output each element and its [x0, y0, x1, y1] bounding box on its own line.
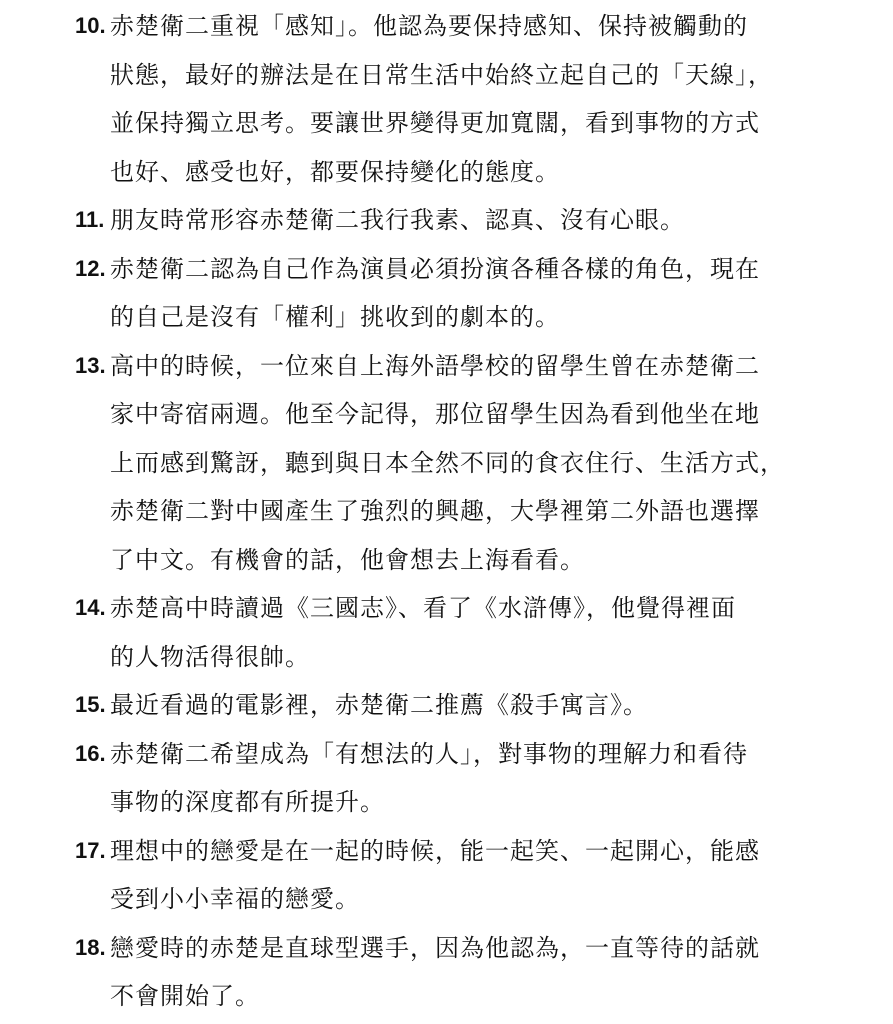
item-text-line: 戀愛時的赤楚是直球型選手，因為他認為，一直等待的話就 — [110, 933, 760, 962]
item-text-line: 狀態，最好的辦法是在日常生活中始終立起自己的「天線」， — [110, 60, 773, 89]
list-item — [75, 342, 875, 585]
list-item — [75, 584, 875, 681]
document-body — [75, 0, 875, 1021]
item-text-line: 赤楚衛二希望成為「有想法的人」，對事物的理解力和看待 — [110, 739, 748, 768]
list-item — [75, 924, 875, 1021]
item-number: 12. — [75, 255, 106, 281]
item-number: 15. — [75, 692, 106, 717]
item-number: 13. — [75, 352, 106, 378]
item-text-line: 的自己是沒有「權利」挑收到的劇本的。 — [110, 303, 560, 331]
item-number: 16. — [75, 740, 106, 766]
list-item — [75, 196, 875, 245]
item-text-line: 並保持獨立思考。要讓世界變得更加寬闊，看到事物的方式 — [110, 109, 760, 137]
item-number: 17. — [75, 837, 106, 863]
item-text-line: 了中文。有機會的話，他會想去上海看看。 — [110, 545, 585, 574]
item-number: 14. — [75, 595, 106, 620]
list-item — [75, 681, 875, 730]
item-text-line: 赤楚衛二認為自己作為演員必須扮演各種各樣的角色，現在 — [110, 254, 760, 283]
item-text-line: 也好、感受也好，都要保持變化的態度。 — [110, 157, 560, 186]
item-text-line: 家中寄宿兩週。他至今記得，那位留學生因為看到他坐在地 — [110, 400, 760, 428]
item-number: 11. — [75, 207, 105, 232]
list-item — [75, 2, 875, 196]
item-text-line: 的人物活得很帥。 — [110, 642, 310, 671]
item-text-line: 受到小小幸福的戀愛。 — [110, 885, 360, 913]
item-number: 10. — [75, 13, 106, 38]
item-text-line: 理想中的戀愛是在一起的時候，能一起笑、一起開心，能感 — [110, 836, 760, 865]
item-text-line: 最近看過的電影裡，赤楚衛二推薦《殺手寓言》。 — [110, 691, 648, 719]
list-item — [75, 730, 875, 827]
item-text-line: 上而感到驚訝，聽到與日本全然不同的食衣住行、生活方式， — [110, 448, 785, 477]
item-text-line: 朋友時常形容赤楚衛二我行我素、認真、沒有心眼。 — [110, 206, 685, 234]
list-item — [75, 245, 875, 342]
list-item — [75, 827, 875, 924]
item-text-line: 赤楚衛二重視「感知」。他認為要保持感知、保持被觸動的 — [110, 12, 748, 40]
item-text-line: 高中的時候，一位來自上海外語學校的留學生曾在赤楚衛二 — [110, 351, 760, 380]
item-text-line: 不會開始了。 — [110, 982, 260, 1010]
item-number: 18. — [75, 934, 106, 960]
item-text-line: 事物的深度都有所提升。 — [110, 788, 385, 816]
item-text-line: 赤楚高中時讀過《三國志》、看了《水滸傳》，他覺得裡面 — [110, 594, 736, 622]
item-text-line: 赤楚衛二對中國產生了強烈的興趣，大學裡第二外語也選擇 — [110, 497, 760, 525]
